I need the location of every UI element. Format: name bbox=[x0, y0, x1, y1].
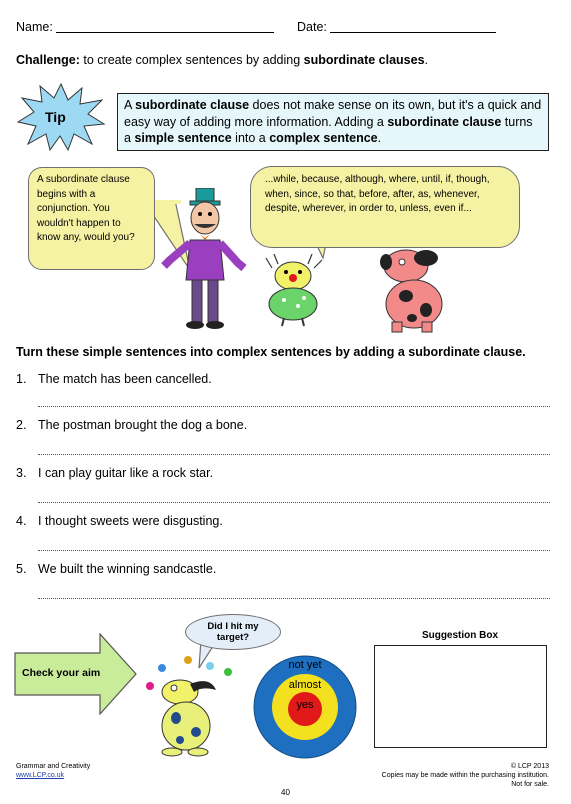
suggestion-box-title bbox=[374, 630, 546, 641]
question-number: 4. bbox=[16, 514, 27, 528]
question-number: 5. bbox=[16, 562, 27, 576]
speech-bubble-left bbox=[28, 167, 155, 270]
tip-bold-2: subordinate clause bbox=[387, 114, 502, 129]
tip-text-1: A bbox=[124, 98, 136, 112]
target-question-bubble bbox=[185, 614, 281, 650]
question-text: We built the winning sandcastle. bbox=[38, 562, 217, 576]
tip-label bbox=[45, 109, 66, 125]
tip-text-4: into a bbox=[231, 131, 270, 145]
question-text: I can play guitar like a rock star. bbox=[38, 466, 214, 480]
target-inner-text: yes bbox=[296, 699, 314, 711]
challenge-label: Challenge: bbox=[16, 53, 80, 67]
page-number bbox=[0, 788, 571, 797]
answer-line-1[interactable] bbox=[38, 406, 550, 407]
target-outer-label bbox=[280, 659, 330, 671]
answer-line-2[interactable] bbox=[38, 454, 550, 455]
check-aim-label bbox=[22, 667, 100, 679]
challenge-line bbox=[16, 53, 428, 67]
tip-bold-3: simple sentence bbox=[134, 131, 232, 145]
answer-line-4[interactable] bbox=[38, 550, 550, 551]
date-field[interactable] bbox=[330, 32, 496, 33]
name-field[interactable] bbox=[56, 32, 274, 33]
footer-right bbox=[382, 762, 549, 789]
challenge-text: to create complex sentences by adding bbox=[79, 53, 304, 67]
instruction-text bbox=[16, 345, 526, 359]
target-outer-text: not yet bbox=[288, 659, 322, 671]
target-inner-label bbox=[285, 699, 325, 711]
footer-copy-notice: Copies may be made within the purchasing institution. bbox=[381, 772, 549, 779]
tip-bold-4: complex sentence bbox=[269, 131, 378, 145]
answer-line-3[interactable] bbox=[38, 502, 550, 503]
target-question-text: Did I hit my target? bbox=[207, 621, 259, 643]
tip-text-5: . bbox=[377, 131, 382, 145]
question-4 bbox=[16, 514, 223, 528]
tip-label-text: Tip bbox=[45, 109, 66, 125]
ringmaster-character-icon bbox=[160, 188, 250, 330]
bubble-right-text: ...while, because, although, where, until, if, though, when, since, so that, before, after, as, whenever, despite, wherever, in order to, unless, even if... bbox=[265, 174, 490, 214]
question-3 bbox=[16, 466, 213, 480]
question-number: 1. bbox=[16, 372, 27, 386]
target-middle-text: almost bbox=[288, 679, 322, 691]
challenge-end: . bbox=[424, 53, 429, 67]
question-1 bbox=[16, 372, 212, 386]
clown-character-icon bbox=[262, 254, 324, 330]
name-label bbox=[16, 20, 53, 34]
speech-bubble-right bbox=[250, 166, 520, 248]
question-text: The match has been cancelled. bbox=[38, 372, 212, 386]
question-5 bbox=[16, 562, 216, 576]
footer-book-title: Grammar and Creativity bbox=[16, 763, 91, 770]
date-label-text: Date: bbox=[297, 20, 327, 34]
target-middle-label bbox=[280, 679, 330, 691]
date-label bbox=[297, 20, 327, 34]
tip-text-2: does not make sense on its own, but it's a quick and easy way of adding more information. Adding a bbox=[124, 98, 542, 129]
suggestion-box-title-text: Suggestion Box bbox=[421, 630, 499, 641]
question-number: 2. bbox=[16, 418, 27, 432]
name-label-text: Name: bbox=[16, 20, 53, 34]
tip-bold-1: subordinate clause bbox=[135, 98, 250, 112]
tip-text-3: turns a bbox=[124, 114, 533, 145]
instruction-label: Turn these simple sentences into complex sentences by adding a subordinate clause. bbox=[16, 345, 526, 359]
footer-copyright: © LCP 2013 bbox=[510, 763, 549, 770]
question-text: I thought sweets were disgusting. bbox=[38, 514, 223, 528]
check-aim-text: Check your aim bbox=[22, 667, 101, 679]
question-2 bbox=[16, 418, 247, 432]
answer-line-5[interactable] bbox=[38, 598, 550, 599]
footer-left bbox=[16, 762, 90, 780]
suggestion-box[interactable] bbox=[374, 645, 547, 748]
question-number: 3. bbox=[16, 466, 27, 480]
question-text: The postman brought the dog a bone. bbox=[38, 418, 248, 432]
juggling-dog-icon bbox=[140, 656, 240, 758]
footer-not-for-sale: Not for sale. bbox=[511, 781, 549, 788]
footer-link[interactable]: www.LCP.co.uk bbox=[16, 772, 65, 779]
tip-box bbox=[117, 93, 549, 151]
bubble-left-text: A subordinate clause begins with a conjunction. You wouldn't happen to know any, would you? bbox=[37, 174, 135, 243]
spotted-dog-icon bbox=[368, 244, 450, 334]
challenge-bold: subordinate clauses bbox=[303, 53, 425, 67]
page-number-text: 40 bbox=[281, 788, 290, 797]
